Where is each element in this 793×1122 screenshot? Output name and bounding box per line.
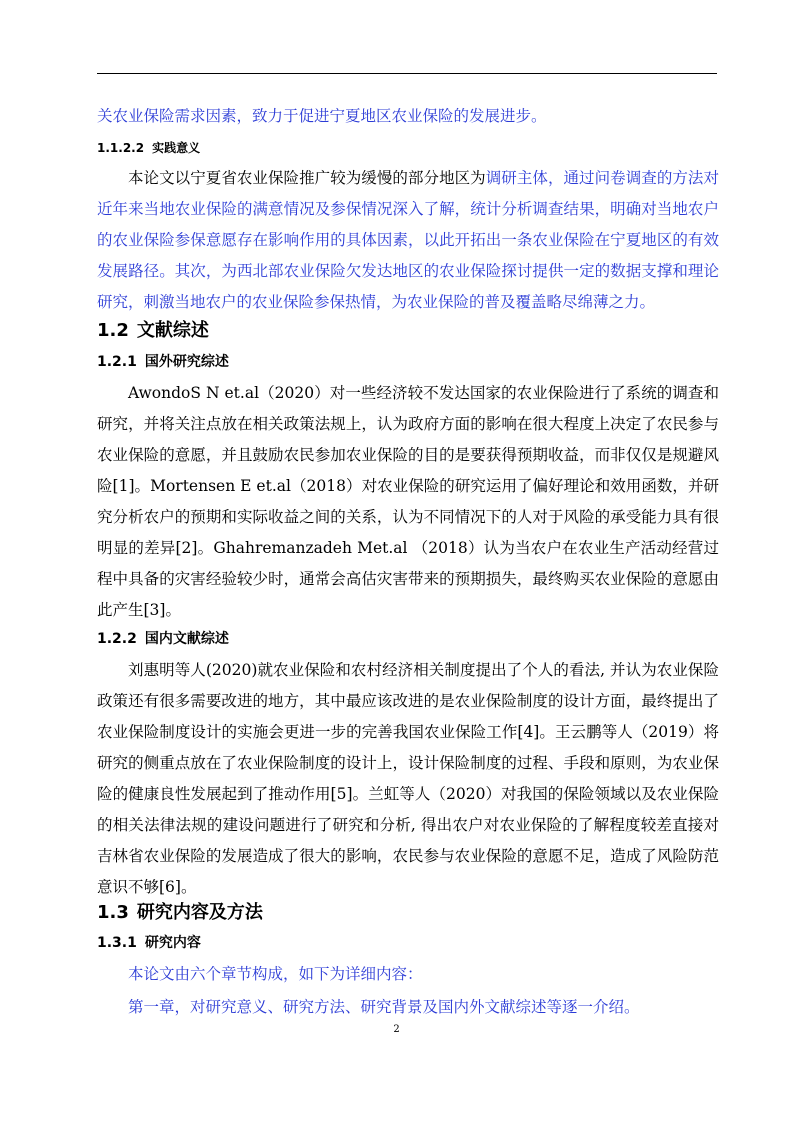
heading-number: 1.2 [97, 320, 129, 341]
heading-title: 研究内容 [144, 935, 201, 951]
heading-number: 1.3.1 [97, 935, 137, 951]
heading-title: 实践意义 [152, 141, 201, 155]
heading-1-2-1 [97, 351, 229, 373]
paragraph-chapter-one: 第一章，对研究意义、研究方法、研究背景及国内外文献综述等逐一介绍。 [128, 998, 640, 1016]
header-rule [97, 73, 717, 74]
heading-number: 1.3 [97, 902, 129, 923]
heading-title: 研究内容及方法 [136, 902, 263, 923]
heading-title: 国内文献综述 [144, 631, 229, 647]
heading-title: 国外研究综述 [144, 354, 229, 370]
heading-number: 1.2.1 [97, 354, 137, 370]
heading-1-2-2 [97, 628, 229, 650]
heading-title: 文献综述 [136, 320, 209, 341]
heading-1-1-2-2 [97, 138, 200, 158]
heading-1-2 [97, 318, 209, 344]
paragraph-continuation: 关农业保险需求因素，致力于促进宁夏地区农业保险的发展进步。 [97, 107, 547, 125]
paragraph-domestic-review: 刘惠明等人(2020)就农业保险和农村经济相关制度提出了个人的看法, 并认为农业保险政策还有很多需要改进的地方，其中最应该改进的是农业保险制度的设计方面，最终提出了农业保险制度设计的实施会更进一步的完善我国农业保险工作[4]。王云鹏等人（2019）将研究的侧重点放在了农业保险制度的设计上，设计保险制度的过程、手段和原则，为农业保险的健康良性发展起到了推动作用[5]。兰虹等人（2020）对我国的保险领域以及农业保险的相关法律法规的建设问题进行了研究和分析, 得出农户对农业保险的了解程度较差直接对吉林省农业保险的发展造成了很大的影响，农民参与农业保险的意愿不足，造成了风险防范意识不够[6]。 [97, 661, 719, 896]
paragraph-foreign-review: AwondoS N et.al（2020）对一些经济较不发达国家的农业保险进行了系统的调查和研究，并将关注点放在相关政策法规上，认为政府方面的影响在很大程度上决定了农民参与农业保险的意愿，并且鼓励农民参加农业保险的目的是要获得预期收益，而非仅仅是规避风险[1]。Mortensen E et.al（2018）对农业保险的研究运用了偏好理论和效用函数，并研究分析农户的预期和实际收益之间的关系，认为不同情况下的人对于风险的承受能力具有很明显的差异[2]。Ghahremanzadeh Met.al （2018）认为当农户在农业生产活动经营过程中具备的灾害经验较少时，通常会高估灾害带来的预期损失，最终购买农业保险的意愿由此产生[3]。 [97, 384, 719, 619]
heading-number: 1.2.2 [97, 631, 137, 647]
page-number: 2 [393, 1024, 400, 1035]
heading-1-3-1 [97, 932, 201, 954]
paragraph-structure-intro: 本论文由六个章节构成，如下为详细内容： [128, 965, 423, 983]
heading-1-3 [97, 900, 263, 926]
paragraph-lead: 本论文以宁夏省农业保险推广较为缓慢的部分地区为 [128, 169, 486, 187]
paragraph-practical-significance [97, 163, 719, 318]
heading-number: 1.1.2.2 [97, 141, 145, 155]
paragraph-rest: 调研主体，通过问卷调查的方法对近年来当地农业保险的满意情况及参保情况深入了解，统计分析调查结果，明确对当地农户的农业保险参保意愿存在影响作用的具体因素，以此开拓出一条农业保险在宁夏地区的有效发展路径。其次，为西北部农业保险欠发达地区的农业保险探讨提供一定的数据支撑和理论研究，刺激当地农户的农业保险参保热情，为农业保险的普及覆盖略尽绵薄之力。 [97, 169, 719, 311]
